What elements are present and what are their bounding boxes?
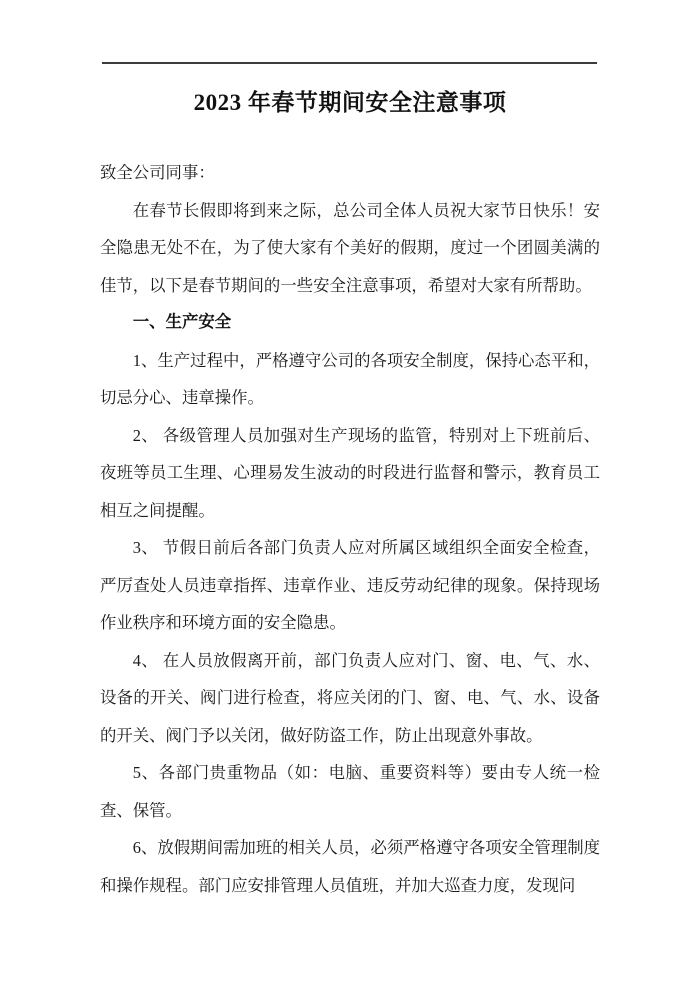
safety-item-3: 3、 节假日前后各部门负责人应对所属区域组织全面安全检查，严厉查处人员违章指挥、违章作业、违反劳动纪律的现象。保持现场作业秩序和环境方面的安全隐患。 xyxy=(100,538,600,632)
section-heading-production-safety: 一、生产安全 xyxy=(132,313,232,331)
safety-item-2: 2、 各级管理人员加强对生产现场的监管，特别对上下班前后、夜班等员工生理、心理易发生波动的时段进行监督和警示，教育员工相互之间提醒。 xyxy=(100,425,600,520)
safety-item-5: 5、各部门贵重物品（如：电脑、重要资料等）要由专人统一检查、保管。 xyxy=(100,763,600,820)
document-body xyxy=(100,154,600,904)
salutation: 致全公司同事： xyxy=(100,163,215,182)
header-rule xyxy=(102,62,597,64)
safety-item-1: 1、生产过程中，严格遵守公司的各项安全制度，保持心态平和，切忌分心、违章操作。 xyxy=(100,350,600,407)
safety-item-6: 6、放假期间需加班的相关人员，必须严格遵守各项安全管理制度和操作规程。部门应安排管理人员值班，并加大巡查力度，发现问 xyxy=(100,838,600,895)
intro-paragraph: 在春节长假即将到来之际，总公司全体人员祝大家节日快乐！安全隐患无处不在，为了使大家有个美好的假期，度过一个团圆美满的佳节，以下是春节期间的一些安全注意事项，希望对大家有所帮助。 xyxy=(100,200,600,295)
document-title: 2023 年春节期间安全注意事项 xyxy=(193,90,507,115)
safety-item-4: 4、 在人员放假离开前，部门负责人应对门、窗、电、气、水、设备的开关、阀门进行检查，将应关闭的门、窗、电、气、水、设备的开关、阀门予以关闭，做好防盗工作，防止出现意外事故。 xyxy=(100,650,600,745)
